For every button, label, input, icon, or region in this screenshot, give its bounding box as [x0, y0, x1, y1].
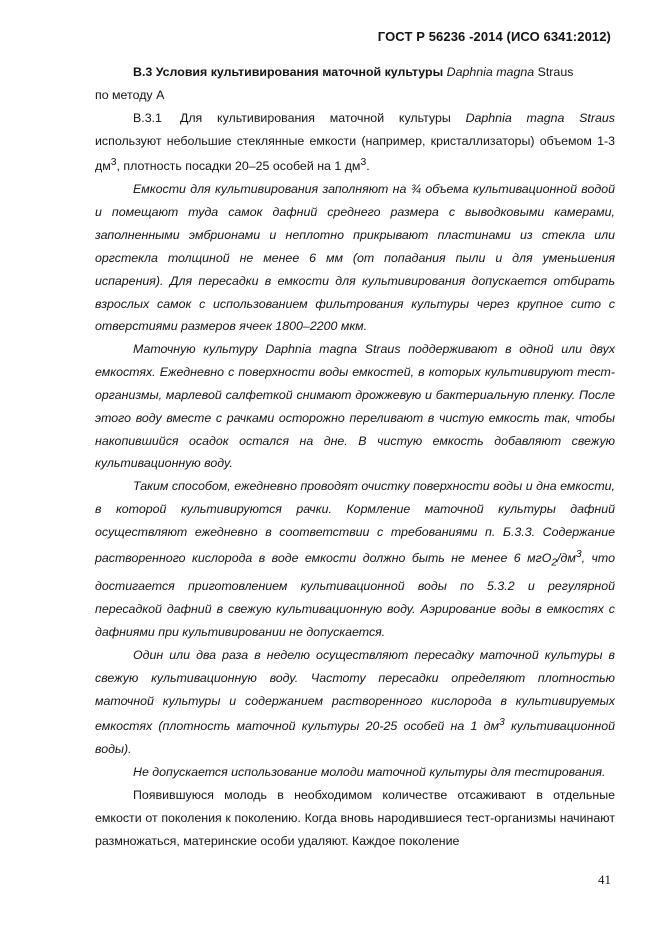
section-method: по методу А — [95, 87, 165, 102]
section-title: В.3 Условия культивирования маточной культуры — [133, 65, 444, 79]
paragraph-b31: В.3.1 Для культивирования маточной культуры Daphnia magna Straus используют небольшие стеклянные емкости (например, кристаллизаторы) объемом 1-3 $дм^3$, плотность посадки 20–25 особей на 1 $дм^3$. — [95, 110, 615, 174]
species-name: Daphnia magna — [446, 65, 535, 79]
species-author: Straus — [537, 65, 574, 79]
paragraph-containers: Емкости для культивирования заполняют на ¾ объема культивационной водой и помещают туда самок дафний среднего размера с выводковыми камерами, заполненными эмбрионами и неплотно прикрывают пластинами из стекла или оргстекла толщиной не менее 6 мм (от попадания пыли и для уменьшения испарения). Для пересадки в емкости для культивирования допускается отбирать взрослых самок с использованием фильтрования культуры через крупное сито с отверстиями размеров ячеек 1800–2200 мкм. — [95, 182, 615, 334]
document-body — [95, 61, 615, 853]
paragraph-transfer: Один или два раза в неделю осуществляют пересадку маточной культуры в свежую культивационную воду. Частоту пересадки определяют плотностью маточной культуры и содержанием растворенного кислорода в культивируемых емкостях (плотность маточной культуры 20-25 особей на 1 $дм^3$ культивационной воды). — [95, 647, 615, 757]
clause-number: В.3.1 — [133, 110, 162, 125]
species-name: Daphnia magna Straus — [265, 342, 401, 357]
paragraph-juveniles: Не допускается использование молоди маточной культуры для тестирования. — [133, 765, 606, 780]
standard-code-header: ГОСТ Р 56236 -2014 (ИСО 6341:2012) — [377, 29, 611, 44]
paragraph-cleaning: Таким способом, ежедневно проводят очистку поверхности воды и дна емкости, в которой культивируются рачки. Кормление маточной культуры дафний осуществляют ежедневно в соответствии с требованиями п. Б.3.3. Содержание растворенного кислорода в воде емкости должно быть не менее 6 $мгO_2/дм^3$, что достигается приготовлением культивационной воды по 5.3.2 и регулярной пересадкой дафний в свежую культивационную воду. Аэрирование воды в емкостях с дафниями при культивировании не допускается. — [95, 479, 615, 639]
section-heading — [95, 61, 615, 84]
page-number: 41 — [598, 872, 611, 887]
paragraph-generations: Появившуюся молодь в необходимом количестве отсаживают в отдельные емкости от поколения к поколению. Когда вновь народившиеся тест-организмы начинают размножаться, материнские особи удаляют. Каждое поколение — [95, 788, 615, 848]
species-name: Daphnia magna Straus — [465, 110, 615, 125]
paragraph-maintenance: Маточную культуру Daphnia magna Straus поддерживают в одной или двух емкостях. Ежедневно с поверхности воды емкостей, в которых культивируют тест-организмы, марлевой салфеткой снимают дрожжевую и бактериальную пленку. После этого воду вместе с рачками осторожно переливают в чистую емкость так, чтобы накопившийся осадок остался на дне. В чистую емкость добавляют свежую культивационную воду. — [95, 342, 615, 471]
